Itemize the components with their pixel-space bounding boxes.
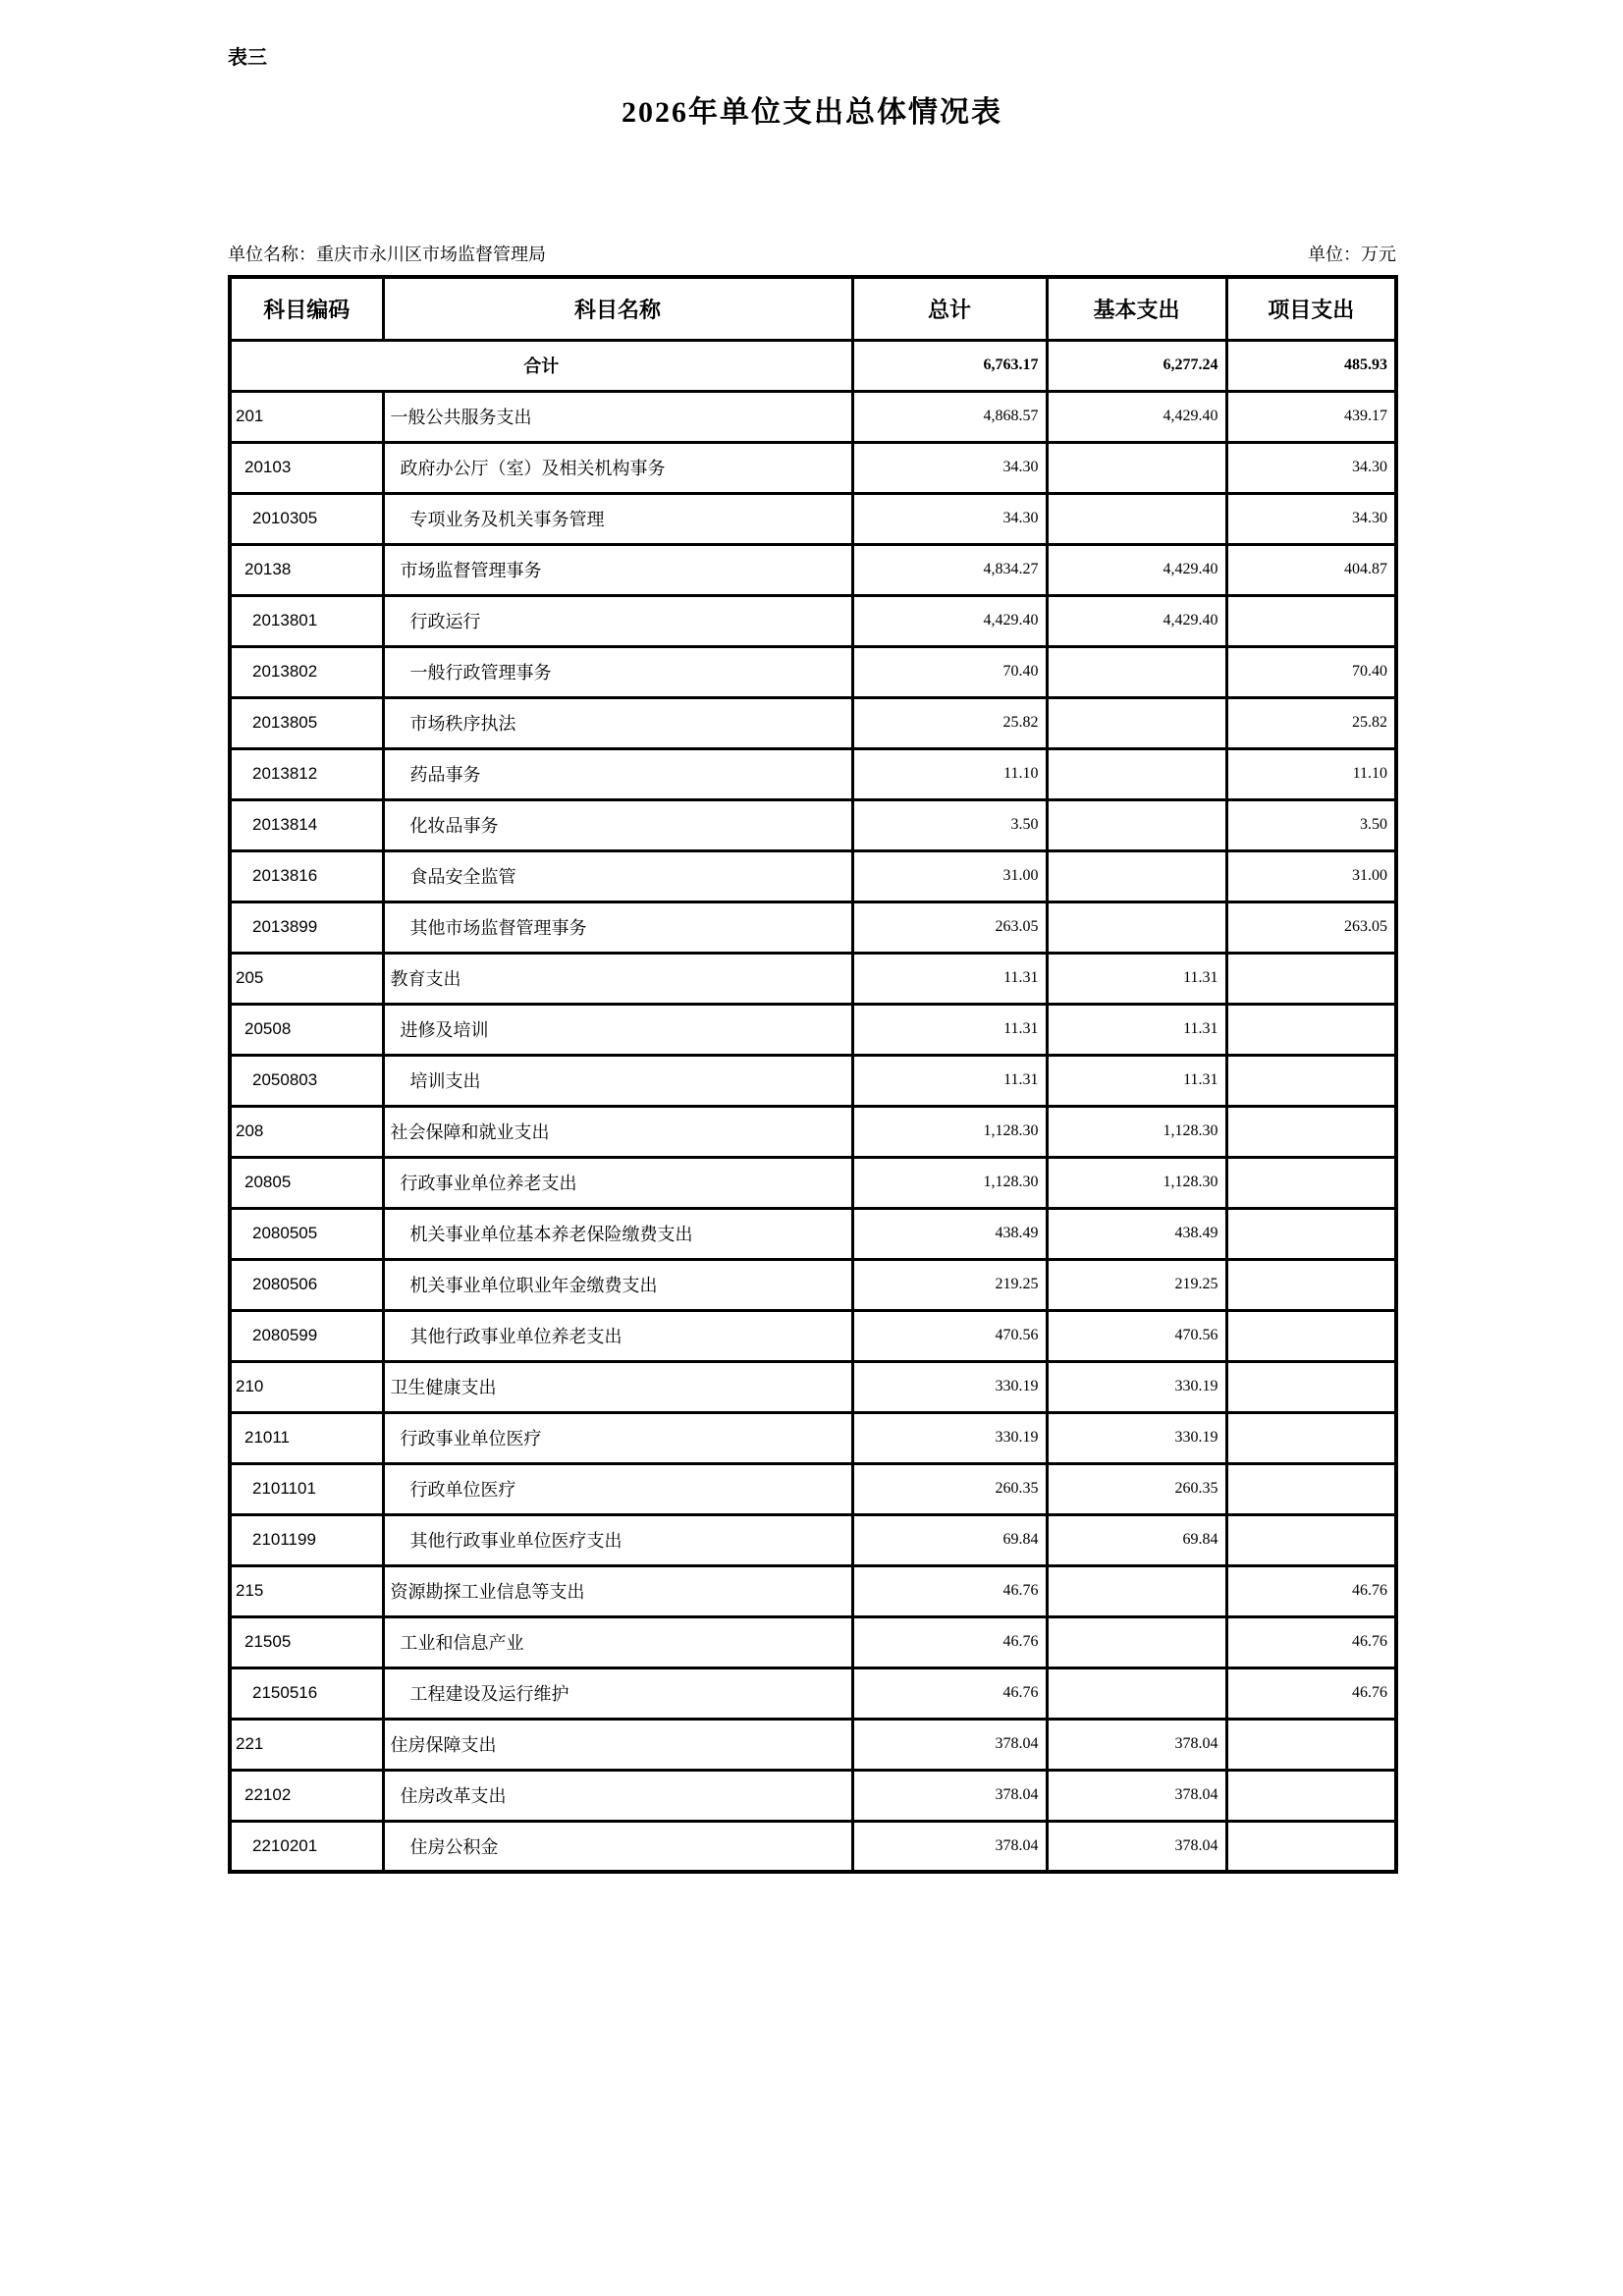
table-row	[230, 1310, 1396, 1361]
project-expense-value-cell: 25.82	[1226, 697, 1396, 748]
subject-code-cell: 2080599	[230, 1310, 383, 1361]
subject-code-cell: 2013816	[230, 850, 383, 902]
subject-name-cell: 培训支出	[383, 1055, 852, 1106]
table-row	[230, 1719, 1396, 1770]
project-expense-value-cell	[1226, 1412, 1396, 1463]
basic-expense-value-cell	[1047, 697, 1226, 748]
project-expense-value-cell	[1226, 1770, 1396, 1821]
subject-name-cell: 市场监督管理事务	[383, 544, 852, 595]
project-expense-value-cell: 439.17	[1226, 391, 1396, 442]
total-value-cell: 1,128.30	[852, 1106, 1047, 1157]
total-value-cell: 330.19	[852, 1412, 1047, 1463]
subject-name-cell: 工程建设及运行维护	[383, 1667, 852, 1719]
subject-name-cell: 一般公共服务支出	[383, 391, 852, 442]
subject-name-cell: 专项业务及机关事务管理	[383, 493, 852, 544]
total-value-cell: 4,834.27	[852, 544, 1047, 595]
subject-code-cell: 215	[230, 1565, 383, 1616]
total-value-cell: 11.31	[852, 953, 1047, 1004]
project-expense-value-cell: 46.76	[1226, 1565, 1396, 1616]
table-row	[230, 1463, 1396, 1514]
basic-expense-value-cell: 260.35	[1047, 1463, 1226, 1514]
basic-expense-value-cell: 1,128.30	[1047, 1157, 1226, 1208]
basic-expense-value-cell	[1047, 493, 1226, 544]
subject-name-cell: 资源勘探工业信息等支出	[383, 1565, 852, 1616]
subject-name-cell: 其他市场监督管理事务	[383, 902, 852, 953]
subject-name-cell: 进修及培训	[383, 1004, 852, 1055]
basic-expense-value-cell	[1047, 799, 1226, 850]
table-row	[230, 1106, 1396, 1157]
total-value-cell: 330.19	[852, 1361, 1047, 1412]
subject-name-cell: 其他行政事业单位医疗支出	[383, 1514, 852, 1565]
subject-code-cell: 20138	[230, 544, 383, 595]
table-row	[230, 1004, 1396, 1055]
subject-name-cell: 一般行政管理事务	[383, 646, 852, 697]
subject-name-cell: 行政事业单位养老支出	[383, 1157, 852, 1208]
table-row	[230, 1208, 1396, 1259]
header-project-expense: 项目支出	[1226, 277, 1396, 340]
grand-total-total: 6,763.17	[852, 340, 1047, 391]
subject-name-cell: 住房保障支出	[383, 1719, 852, 1770]
subject-code-cell: 2013812	[230, 748, 383, 799]
total-value-cell: 4,868.57	[852, 391, 1047, 442]
subject-code-cell: 2013801	[230, 595, 383, 646]
total-value-cell: 378.04	[852, 1719, 1047, 1770]
table-row	[230, 1514, 1396, 1565]
project-expense-value-cell: 11.10	[1226, 748, 1396, 799]
basic-expense-value-cell: 438.49	[1047, 1208, 1226, 1259]
basic-expense-value-cell	[1047, 1667, 1226, 1719]
table-row	[230, 1259, 1396, 1310]
total-value-cell: 46.76	[852, 1616, 1047, 1667]
subject-code-cell: 2210201	[230, 1821, 383, 1872]
project-expense-value-cell	[1226, 1106, 1396, 1157]
subject-code-cell: 2050803	[230, 1055, 383, 1106]
subject-name-cell: 机关事业单位基本养老保险缴费支出	[383, 1208, 852, 1259]
project-expense-value-cell: 46.76	[1226, 1667, 1396, 1719]
project-expense-value-cell	[1226, 1055, 1396, 1106]
subject-name-cell: 教育支出	[383, 953, 852, 1004]
basic-expense-value-cell: 11.31	[1047, 1004, 1226, 1055]
project-expense-value-cell	[1226, 1514, 1396, 1565]
subject-name-cell: 化妆品事务	[383, 799, 852, 850]
basic-expense-value-cell: 378.04	[1047, 1719, 1226, 1770]
total-value-cell: 11.31	[852, 1004, 1047, 1055]
subject-code-cell: 21011	[230, 1412, 383, 1463]
subject-name-cell: 市场秩序执法	[383, 697, 852, 748]
table-row	[230, 953, 1396, 1004]
table-row	[230, 595, 1396, 646]
project-expense-value-cell: 31.00	[1226, 850, 1396, 902]
project-expense-value-cell	[1226, 1719, 1396, 1770]
subject-code-cell: 2013805	[230, 697, 383, 748]
unit-of-measure-label: 单位：万元	[1308, 245, 1396, 264]
table-row	[230, 1361, 1396, 1412]
total-value-cell: 378.04	[852, 1770, 1047, 1821]
table-row	[230, 1412, 1396, 1463]
basic-expense-value-cell: 4,429.40	[1047, 391, 1226, 442]
meta-row	[228, 242, 1396, 267]
total-value-cell: 34.30	[852, 442, 1047, 493]
total-value-cell: 31.00	[852, 850, 1047, 902]
table-row	[230, 1821, 1396, 1872]
total-value-cell: 470.56	[852, 1310, 1047, 1361]
basic-expense-value-cell: 1,128.30	[1047, 1106, 1226, 1157]
total-value-cell: 263.05	[852, 902, 1047, 953]
basic-expense-value-cell: 219.25	[1047, 1259, 1226, 1310]
project-expense-value-cell	[1226, 1004, 1396, 1055]
subject-name-cell: 住房改革支出	[383, 1770, 852, 1821]
total-value-cell: 11.31	[852, 1055, 1047, 1106]
table-row	[230, 493, 1396, 544]
subject-code-cell: 208	[230, 1106, 383, 1157]
grand-total-project: 485.93	[1226, 340, 1396, 391]
project-expense-value-cell: 70.40	[1226, 646, 1396, 697]
total-value-cell: 260.35	[852, 1463, 1047, 1514]
table-row	[230, 646, 1396, 697]
basic-expense-value-cell: 378.04	[1047, 1770, 1226, 1821]
basic-expense-value-cell	[1047, 902, 1226, 953]
unit-name-label: 单位名称：重庆市永川区市场监督管理局	[228, 245, 546, 264]
project-expense-value-cell	[1226, 595, 1396, 646]
table-row	[230, 850, 1396, 902]
project-expense-value-cell	[1226, 1821, 1396, 1872]
table-row	[230, 391, 1396, 442]
subject-code-cell: 2013802	[230, 646, 383, 697]
project-expense-value-cell	[1226, 1157, 1396, 1208]
subject-name-cell: 行政事业单位医疗	[383, 1412, 852, 1463]
basic-expense-value-cell: 11.31	[1047, 953, 1226, 1004]
subject-code-cell: 2101199	[230, 1514, 383, 1565]
table-label: 表三	[228, 47, 267, 69]
subject-code-cell: 2010305	[230, 493, 383, 544]
subject-name-cell: 食品安全监管	[383, 850, 852, 902]
subject-name-cell: 其他行政事业单位养老支出	[383, 1310, 852, 1361]
table-row	[230, 697, 1396, 748]
basic-expense-value-cell	[1047, 850, 1226, 902]
basic-expense-value-cell: 330.19	[1047, 1412, 1226, 1463]
total-value-cell: 69.84	[852, 1514, 1047, 1565]
header-total: 总计	[852, 277, 1047, 340]
table-row	[230, 1565, 1396, 1616]
table-row	[230, 1055, 1396, 1106]
subject-name-cell: 药品事务	[383, 748, 852, 799]
total-value-cell: 4,429.40	[852, 595, 1047, 646]
subject-code-cell: 20103	[230, 442, 383, 493]
project-expense-value-cell	[1226, 1463, 1396, 1514]
basic-expense-value-cell	[1047, 442, 1226, 493]
header-subject-code: 科目编码	[230, 277, 383, 340]
total-value-cell: 438.49	[852, 1208, 1047, 1259]
subject-code-cell: 221	[230, 1719, 383, 1770]
subject-name-cell: 工业和信息产业	[383, 1616, 852, 1667]
basic-expense-value-cell: 470.56	[1047, 1310, 1226, 1361]
subject-code-cell: 21505	[230, 1616, 383, 1667]
total-value-cell: 46.76	[852, 1667, 1047, 1719]
project-expense-value-cell	[1226, 1208, 1396, 1259]
basic-expense-value-cell: 11.31	[1047, 1055, 1226, 1106]
grand-total-row	[230, 340, 1396, 391]
project-expense-value-cell: 263.05	[1226, 902, 1396, 953]
subject-code-cell: 2080505	[230, 1208, 383, 1259]
table-row	[230, 442, 1396, 493]
subject-name-cell: 行政单位医疗	[383, 1463, 852, 1514]
table-row	[230, 902, 1396, 953]
table-row	[230, 1616, 1396, 1667]
subject-code-cell: 20508	[230, 1004, 383, 1055]
subject-code-cell: 210	[230, 1361, 383, 1412]
basic-expense-value-cell	[1047, 646, 1226, 697]
total-value-cell: 219.25	[852, 1259, 1047, 1310]
table-row	[230, 544, 1396, 595]
header-basic-expense: 基本支出	[1047, 277, 1226, 340]
subject-name-cell: 政府办公厅（室）及相关机构事务	[383, 442, 852, 493]
basic-expense-value-cell: 4,429.40	[1047, 595, 1226, 646]
total-value-cell: 1,128.30	[852, 1157, 1047, 1208]
header-row	[230, 277, 1396, 340]
subject-name-cell: 行政运行	[383, 595, 852, 646]
subject-code-cell: 2080506	[230, 1259, 383, 1310]
basic-expense-value-cell	[1047, 1616, 1226, 1667]
table-row	[230, 748, 1396, 799]
total-value-cell: 11.10	[852, 748, 1047, 799]
subject-code-cell: 20805	[230, 1157, 383, 1208]
project-expense-value-cell	[1226, 953, 1396, 1004]
basic-expense-value-cell: 69.84	[1047, 1514, 1226, 1565]
project-expense-value-cell: 46.76	[1226, 1616, 1396, 1667]
subject-code-cell: 2013899	[230, 902, 383, 953]
project-expense-value-cell	[1226, 1361, 1396, 1412]
grand-total-label: 合计	[230, 340, 852, 391]
total-value-cell: 34.30	[852, 493, 1047, 544]
subject-code-cell: 22102	[230, 1770, 383, 1821]
expenditure-table	[228, 275, 1398, 1874]
project-expense-value-cell: 34.30	[1226, 493, 1396, 544]
subject-code-cell: 2150516	[230, 1667, 383, 1719]
subject-name-cell: 机关事业单位职业年金缴费支出	[383, 1259, 852, 1310]
project-expense-value-cell	[1226, 1310, 1396, 1361]
project-expense-value-cell: 404.87	[1226, 544, 1396, 595]
subject-code-cell: 201	[230, 391, 383, 442]
total-value-cell: 25.82	[852, 697, 1047, 748]
subject-code-cell: 2101101	[230, 1463, 383, 1514]
total-value-cell: 46.76	[852, 1565, 1047, 1616]
total-value-cell: 3.50	[852, 799, 1047, 850]
total-value-cell: 378.04	[852, 1821, 1047, 1872]
grand-total-basic: 6,277.24	[1047, 340, 1226, 391]
project-expense-value-cell: 34.30	[1226, 442, 1396, 493]
basic-expense-value-cell: 4,429.40	[1047, 544, 1226, 595]
subject-name-cell: 住房公积金	[383, 1821, 852, 1872]
basic-expense-value-cell: 378.04	[1047, 1821, 1226, 1872]
table-row	[230, 1770, 1396, 1821]
page-title: 2026年单位支出总体情况表	[622, 96, 1002, 129]
table-row	[230, 1667, 1396, 1719]
subject-name-cell: 社会保障和就业支出	[383, 1106, 852, 1157]
subject-name-cell: 卫生健康支出	[383, 1361, 852, 1412]
basic-expense-value-cell: 330.19	[1047, 1361, 1226, 1412]
total-value-cell: 70.40	[852, 646, 1047, 697]
subject-code-cell: 205	[230, 953, 383, 1004]
header-subject-name: 科目名称	[383, 277, 852, 340]
document-page	[228, 0, 1396, 1874]
basic-expense-value-cell	[1047, 748, 1226, 799]
project-expense-value-cell: 3.50	[1226, 799, 1396, 850]
basic-expense-value-cell	[1047, 1565, 1226, 1616]
project-expense-value-cell	[1226, 1259, 1396, 1310]
table-row	[230, 1157, 1396, 1208]
table-row	[230, 799, 1396, 850]
subject-code-cell: 2013814	[230, 799, 383, 850]
